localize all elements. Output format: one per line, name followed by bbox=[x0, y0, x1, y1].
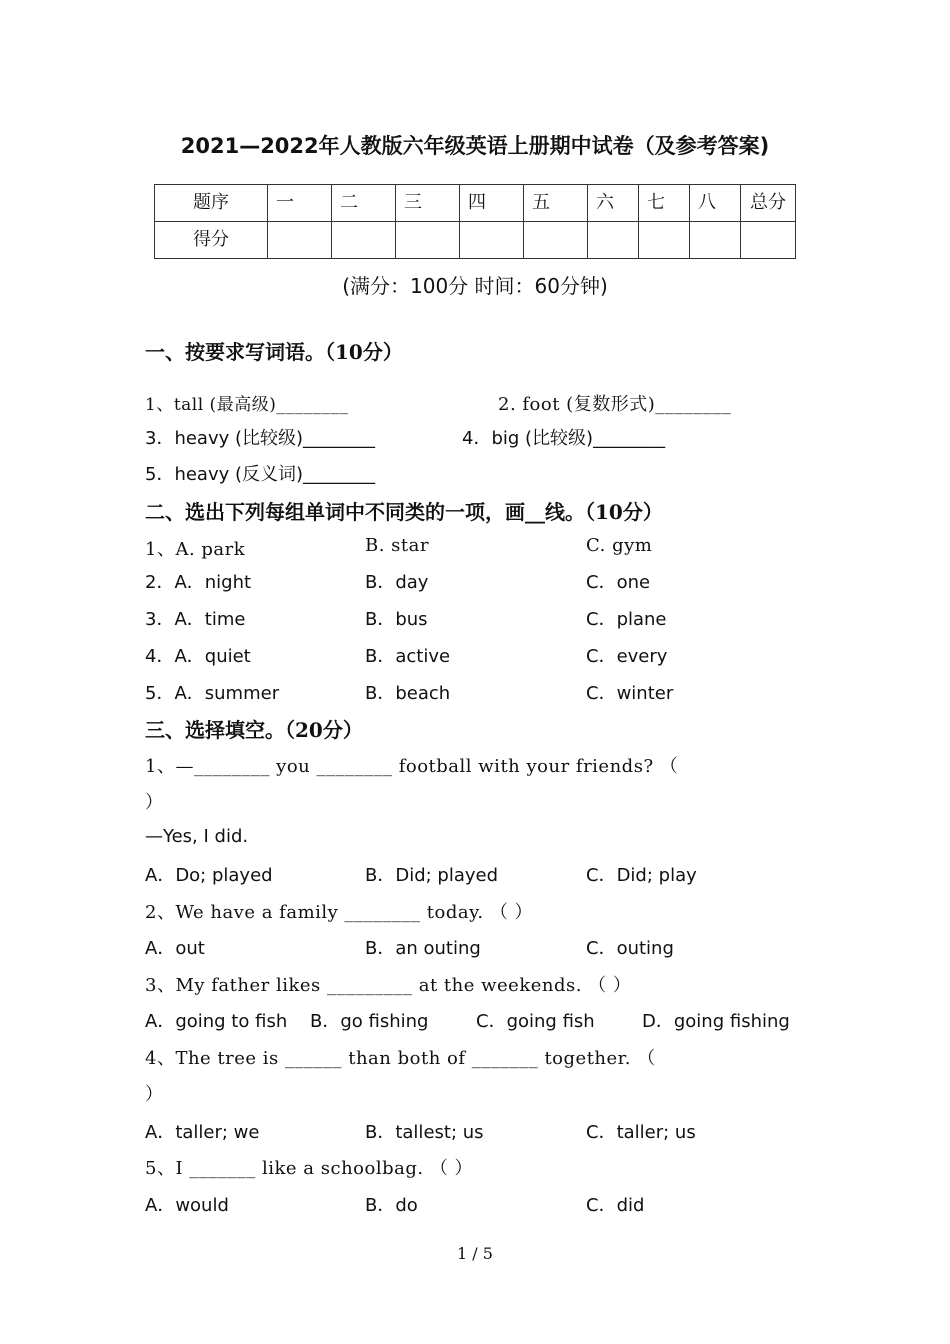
score-table bbox=[154, 184, 796, 259]
option-a: 4．A．quiet bbox=[145, 646, 251, 667]
section-1-question-5: 5．heavy (反义词)________ bbox=[145, 464, 376, 485]
option-c: C．going fish bbox=[476, 1011, 595, 1032]
option-b: B．bus bbox=[365, 609, 428, 630]
option-b: B．beach bbox=[365, 683, 451, 704]
header-cell: 七 bbox=[639, 185, 690, 222]
header-cell: 五 bbox=[524, 185, 588, 222]
option-c: C．every bbox=[586, 646, 668, 667]
score-cell[interactable] bbox=[460, 222, 524, 259]
option-a: 3．A．time bbox=[145, 609, 246, 630]
section-3-question-3: 3、My father likes _________ at the weekends. （ ） bbox=[145, 975, 632, 996]
page-number: 1 / 5 bbox=[457, 1244, 493, 1263]
option-c: C．Did; play bbox=[586, 865, 697, 886]
section-3-question-1-bracket: ） bbox=[145, 792, 164, 813]
score-cell[interactable] bbox=[524, 222, 588, 259]
option-c: C．taller; us bbox=[586, 1122, 696, 1143]
exam-info: (满分：100分 时间：60分钟) bbox=[342, 274, 608, 298]
score-cell[interactable] bbox=[332, 222, 396, 259]
score-table-header-row bbox=[155, 185, 796, 222]
section-1-question-1: 1、tall (最高级)________ bbox=[145, 395, 349, 415]
score-cell[interactable] bbox=[268, 222, 332, 259]
option-b: B．day bbox=[365, 572, 429, 593]
score-cell[interactable] bbox=[588, 222, 639, 259]
option-a: 5．A．summer bbox=[145, 683, 280, 704]
score-cell[interactable] bbox=[741, 222, 796, 259]
option-b: B. star bbox=[365, 535, 429, 556]
section-3-question-4: 4、The tree is ______ than both of _______ together. （ bbox=[145, 1048, 656, 1069]
header-cell: 题序 bbox=[155, 185, 268, 222]
row-label-cell: 得分 bbox=[155, 222, 268, 259]
option-c: C．did bbox=[586, 1195, 645, 1216]
section-3-question-5: 5、I _______ like a schoolbag. （ ） bbox=[145, 1158, 474, 1179]
header-cell: 总分 bbox=[741, 185, 796, 222]
option-b: B．do bbox=[365, 1195, 418, 1216]
score-cell[interactable] bbox=[639, 222, 690, 259]
option-c: C. gym bbox=[586, 535, 653, 556]
option-a: A．going to fish bbox=[145, 1011, 288, 1032]
option-c: C．winter bbox=[586, 683, 674, 704]
header-cell: 三 bbox=[396, 185, 460, 222]
section-1-heading: 一、按要求写词语。（10分） bbox=[145, 340, 403, 364]
option-a: A．would bbox=[145, 1195, 229, 1216]
section-3-question-4-bracket: ） bbox=[145, 1084, 164, 1105]
score-table-score-row bbox=[155, 222, 796, 259]
section-3-question-1-reply: —Yes, I did. bbox=[145, 826, 249, 847]
option-d: D．going fishing bbox=[642, 1011, 790, 1032]
page-title: 2021—2022年人教版六年级英语上册期中试卷（及参考答案) bbox=[180, 134, 770, 158]
section-2-heading: 二、选出下列每组单词中不同类的一项，画__线。（10分） bbox=[145, 500, 663, 524]
header-cell: 八 bbox=[690, 185, 741, 222]
option-a: A．taller; we bbox=[145, 1122, 260, 1143]
section-3-question-2: 2、We have a family ________ today. （ ） bbox=[145, 902, 534, 923]
score-cell[interactable] bbox=[396, 222, 460, 259]
option-a: A．Do; played bbox=[145, 865, 273, 886]
option-b: B．an outing bbox=[365, 938, 481, 959]
header-cell: 二 bbox=[332, 185, 396, 222]
option-a: 1、A. park bbox=[145, 539, 246, 560]
score-cell[interactable] bbox=[690, 222, 741, 259]
option-a: A．out bbox=[145, 938, 205, 959]
header-cell: 六 bbox=[588, 185, 639, 222]
option-b: B．Did; played bbox=[365, 865, 499, 886]
section-3-question-1: 1、—________ you ________ football with your friends? （ bbox=[145, 756, 679, 777]
option-b: B．go fishing bbox=[310, 1011, 429, 1032]
header-cell: 四 bbox=[460, 185, 524, 222]
option-c: C．one bbox=[586, 572, 651, 593]
option-c: C．plane bbox=[586, 609, 667, 630]
section-1-question-2: 2. foot (复数形式)________ bbox=[498, 394, 732, 415]
section-1-question-4: 4．big (比较级)________ bbox=[462, 428, 666, 449]
option-a: 2．A．night bbox=[145, 572, 252, 593]
option-b: B．tallest; us bbox=[365, 1122, 484, 1143]
option-b: B．active bbox=[365, 646, 451, 667]
section-3-heading: 三、选择填空。（20分） bbox=[145, 718, 363, 742]
header-cell: 一 bbox=[268, 185, 332, 222]
option-c: C．outing bbox=[586, 938, 674, 959]
section-1-question-3: 3．heavy (比较级)________ bbox=[145, 428, 376, 449]
